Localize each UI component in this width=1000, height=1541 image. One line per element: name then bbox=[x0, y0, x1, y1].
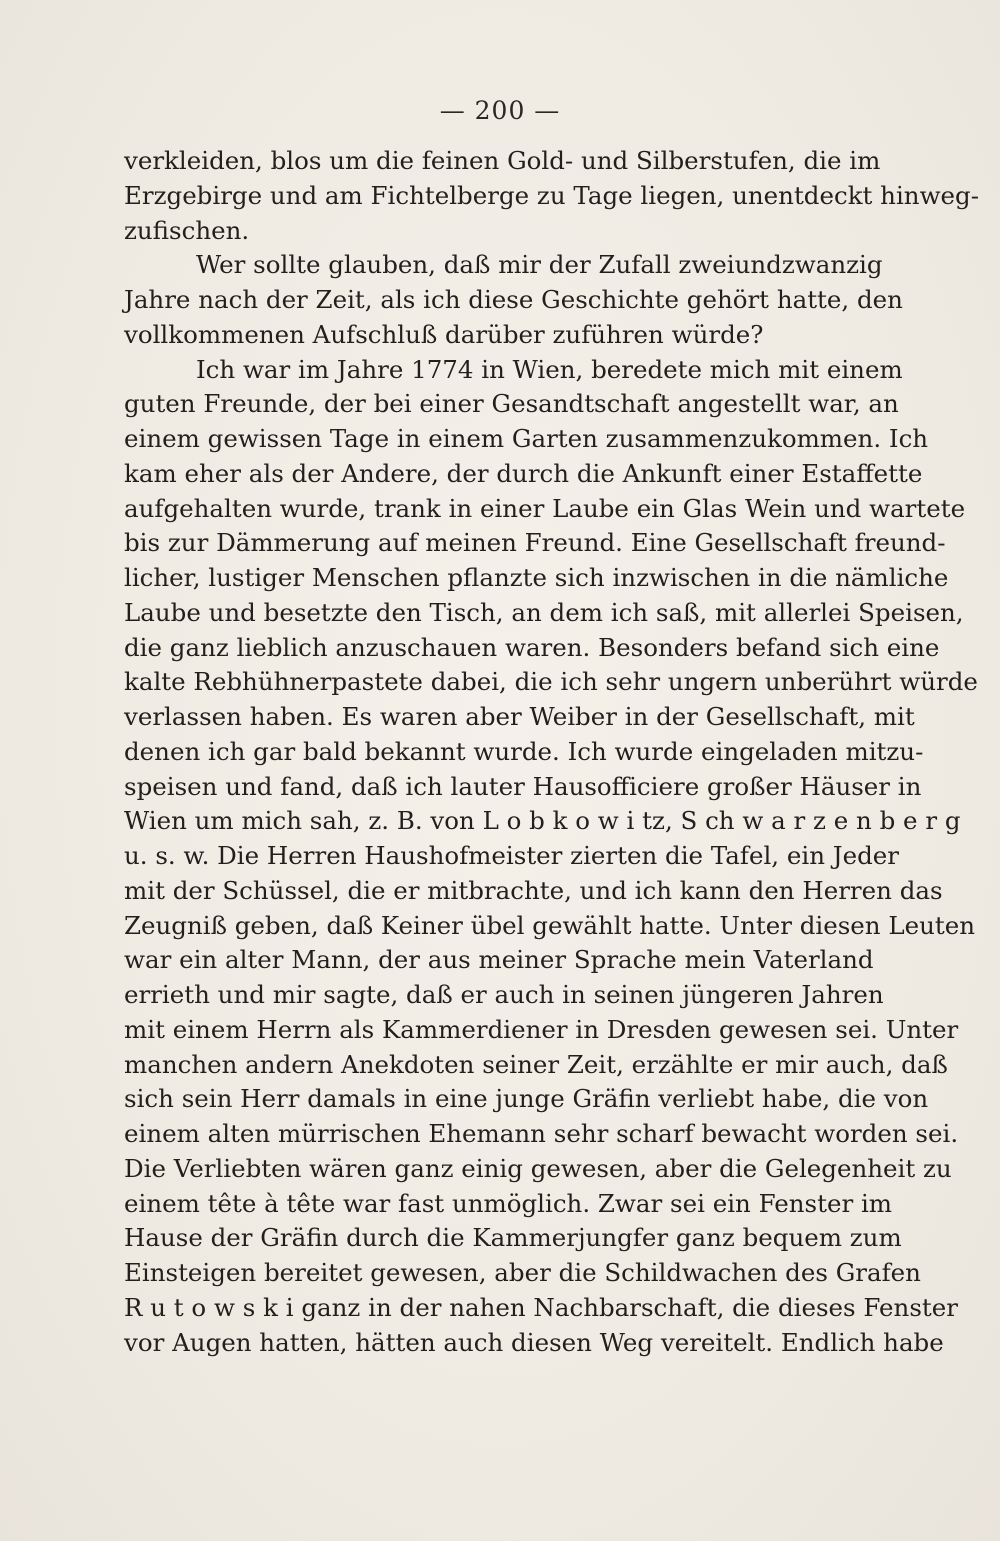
text-line: war ein alter Mann, der aus meiner Sprache mein Vaterland bbox=[124, 945, 874, 975]
text-line: sich sein Herr damals in eine junge Gräfin verliebt habe, die von bbox=[124, 1084, 929, 1114]
text-line: Jahre nach der Zeit, als ich diese Geschichte gehört hatte, den bbox=[124, 285, 903, 314]
text-line: verkleiden, blos um die feinen Gold- und Silberstufen, die im bbox=[124, 146, 881, 175]
text-line: Wien um mich sah, z. B. von L o b k o w i tz, S ch w a r z e n b e r g bbox=[124, 806, 961, 836]
text-line: speisen und fand, daß ich lauter Hausofficiere großer Häuser in bbox=[124, 771, 922, 801]
page-number: — 200 — bbox=[439, 96, 561, 125]
text-line: Ich war im Jahre 1774 in Wien, beredete mich mit einem bbox=[196, 354, 903, 384]
text-line: Die Verliebten wären ganz einig gewesen, aber die Gelegenheit zu bbox=[124, 1153, 952, 1183]
text-line: Laube und besetzte den Tisch, an dem ich saß, mit allerlei Speisen, bbox=[124, 597, 964, 627]
text-line: u. s. w. Die Herren Haushofmeister zierten die Tafel, ein Jeder bbox=[124, 841, 899, 870]
text-line: einem gewissen Tage in einem Garten zusammenzukommen. Ich bbox=[124, 424, 929, 453]
text-line: vor Augen hatten, hätten auch diesen Weg vereitelt. Endlich habe bbox=[124, 1327, 944, 1357]
text-line: zufischen. bbox=[124, 215, 250, 245]
text-line: errieth und mir sagte, daß er auch in seinen jüngeren Jahren bbox=[124, 980, 884, 1009]
text-line: Einsteigen bereitet gewesen, aber die Schildwachen des Grafen bbox=[124, 1258, 921, 1287]
text-line: Hause der Gräfin durch die Kammerjungfer ganz bequem zum bbox=[124, 1223, 902, 1253]
text-line: Erzgebirge und am Fichtelberge zu Tage liegen, unentdeckt hinweg- bbox=[124, 180, 980, 210]
text-line: Wer sollte glauben, daß mir der Zufall zweiundzwanzig bbox=[196, 250, 883, 280]
text-line: mit der Schüssel, die er mitbrachte, und ich kann den Herren das bbox=[124, 875, 943, 905]
text-line: aufgehalten wurde, trank in einer Laube ein Glas Wein und wartete bbox=[124, 493, 966, 523]
text-line: R u t o w s k i ganz in der nahen Nachbarschaft, die dieses Fenster bbox=[124, 1292, 958, 1322]
text-line: manchen andern Anekdoten seiner Zeit, erzählte er mir auch, daß bbox=[124, 1049, 948, 1079]
text-line: mit einem Herrn als Kammerdiener in Dresden gewesen sei. Unter bbox=[124, 1014, 959, 1044]
text-line: Zeugniß geben, daß Keiner übel gewählt hatte. Unter diesen Leuten bbox=[124, 910, 976, 940]
text-line: die ganz lieblich anzuschauen waren. Besonders befand sich eine bbox=[124, 632, 940, 662]
text-line: einem alten mürrischen Ehemann sehr scharf bewacht worden sei. bbox=[124, 1119, 959, 1148]
text-line: vollkommenen Aufschluß darüber zuführen würde? bbox=[124, 319, 764, 349]
text-line: licher, lustiger Menschen pflanzte sich inzwischen in die nämliche bbox=[124, 563, 949, 592]
text-line: denen ich gar bald bekannt wurde. Ich wurde eingeladen mitzu- bbox=[124, 736, 924, 766]
body-text bbox=[124, 144, 980, 1360]
text-line: kalte Rebhühnerpastete dabei, die ich sehr ungern unberührt würde bbox=[124, 667, 978, 697]
text-line: bis zur Dämmerung auf meinen Freund. Eine Gesellschaft freund- bbox=[124, 528, 946, 558]
text-line: guten Freunde, der bei einer Gesandtschaft angestellt war, an bbox=[124, 389, 899, 419]
text-line: kam eher als der Andere, der durch die Ankunft einer Estaffette bbox=[124, 458, 923, 488]
text-line: verlassen haben. Es waren aber Weiber in der Gesellschaft, mit bbox=[124, 702, 915, 731]
text-line: einem tête à tête war fast unmöglich. Zwar sei ein Fenster im bbox=[124, 1188, 893, 1218]
